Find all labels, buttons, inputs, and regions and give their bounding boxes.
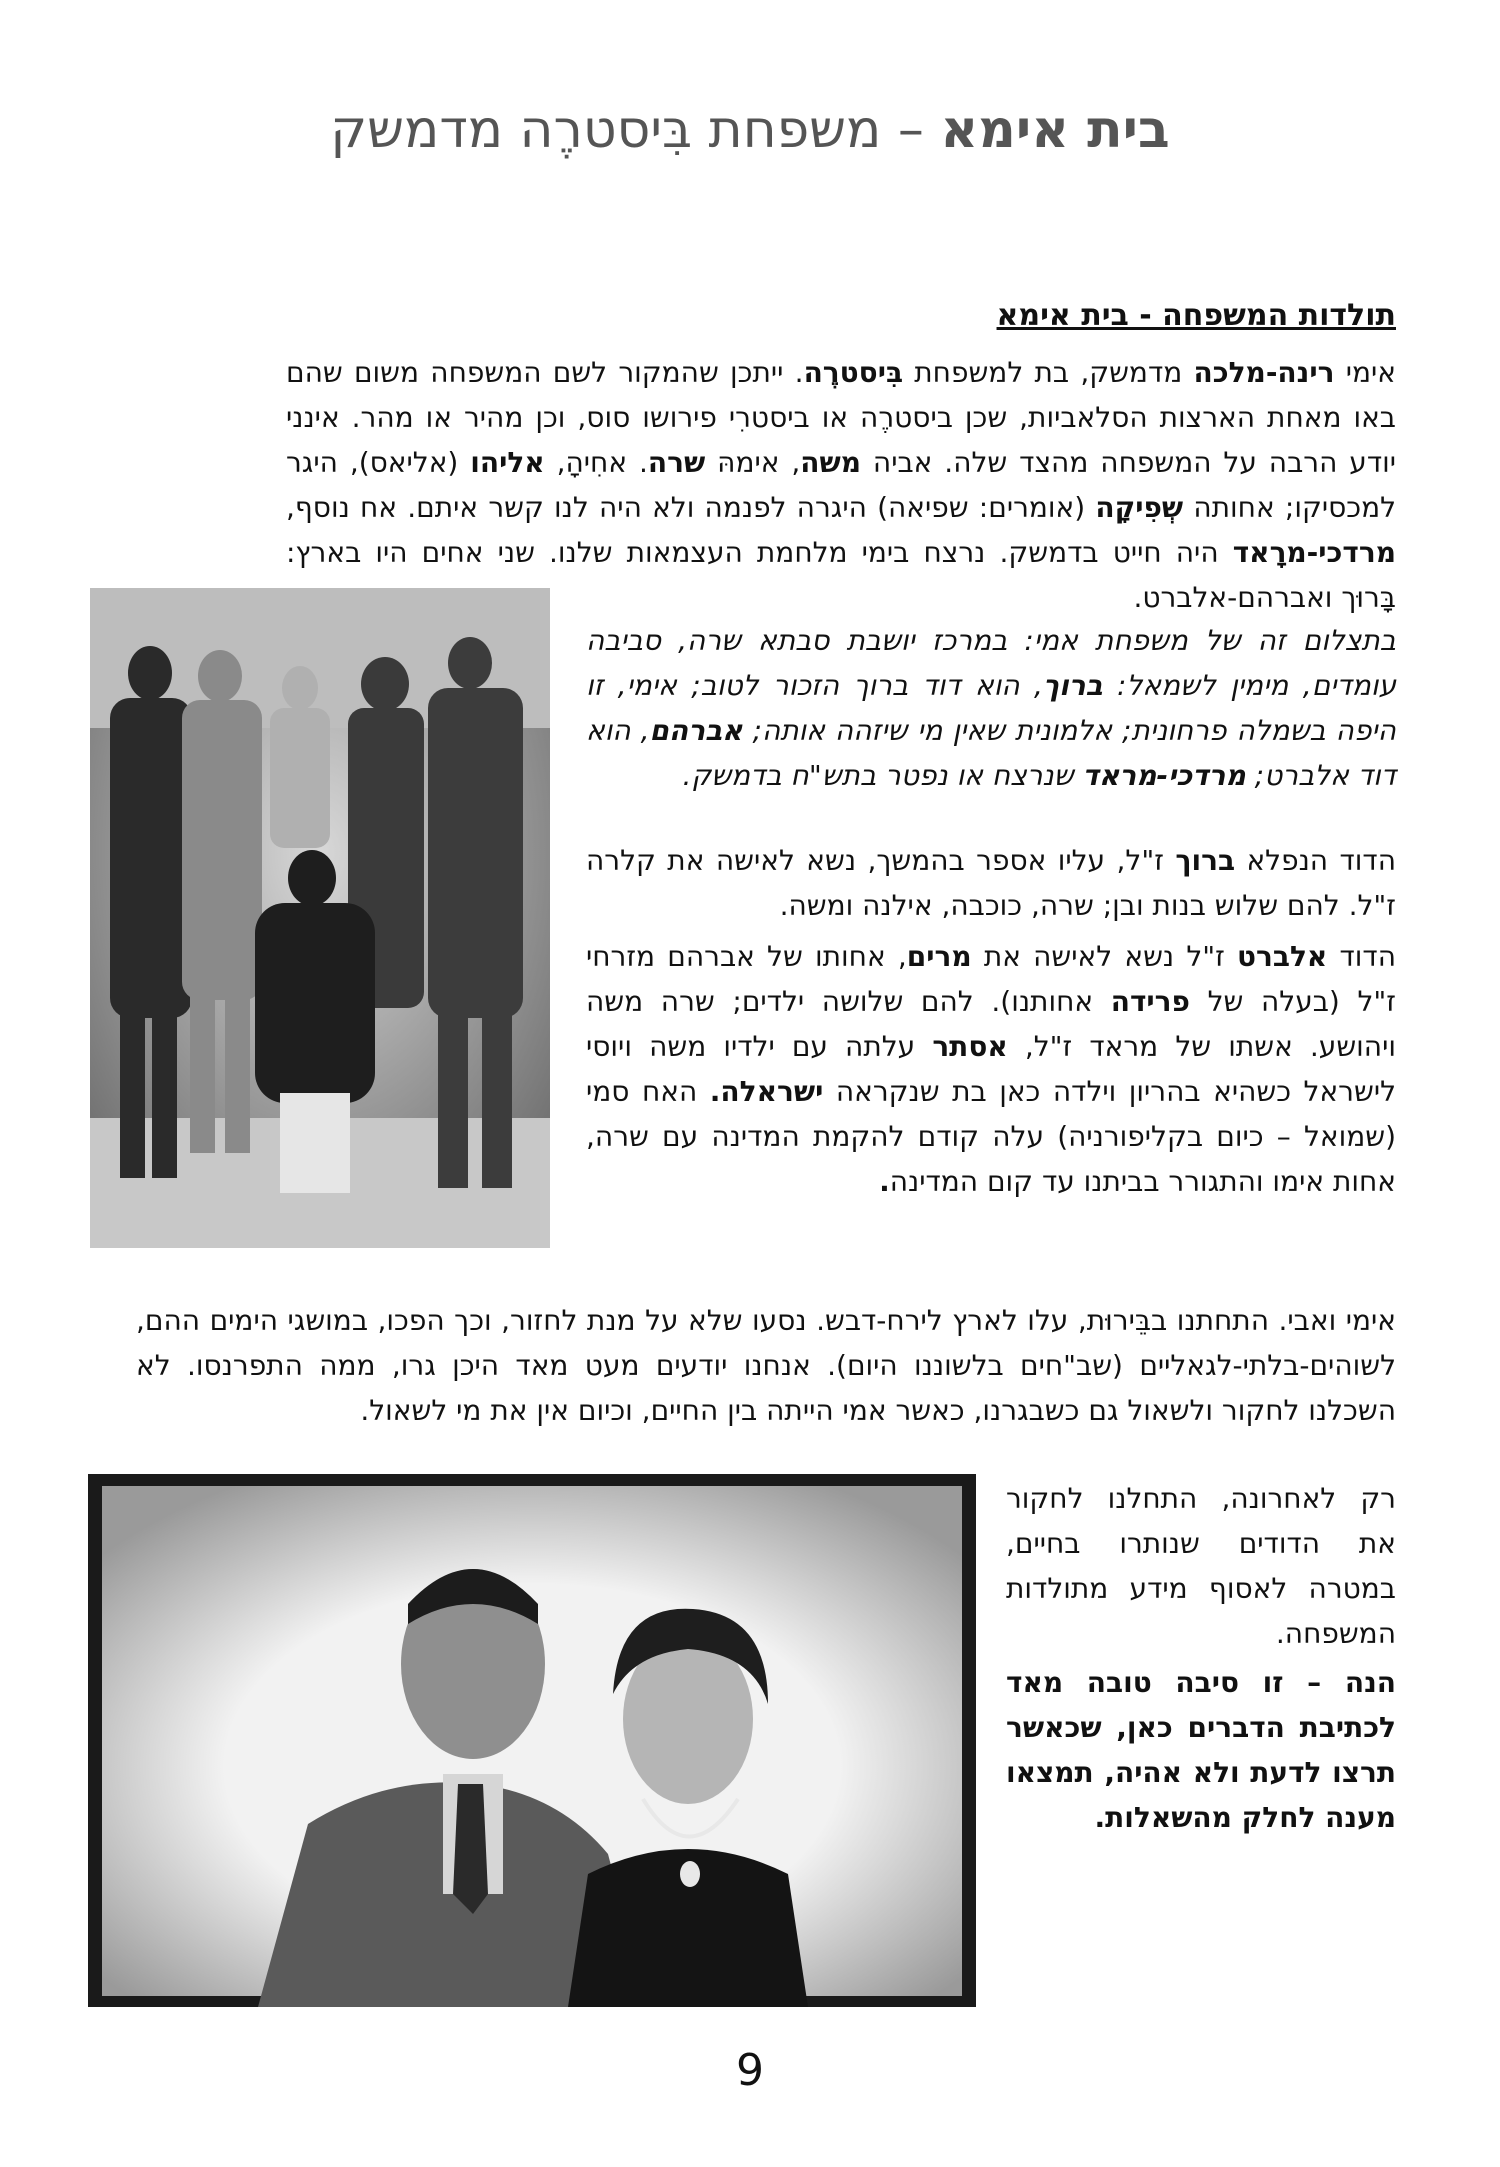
parents-wedding-photo — [88, 1474, 976, 2007]
page-title — [0, 100, 1500, 160]
paragraph-baruch: הדוד הנפלא ברוך ז"ל, עליו אספר בהמשך, נשא לאישה את קלרה ז"ל. להם שלוש בנות ובן; שרה, כוכבה, אילנה ומשה. — [586, 844, 1396, 922]
section-heading: תולדות המשפחה - בית אימא — [996, 298, 1396, 333]
paragraph-recently: רק לאחרונה, התחלנו לחקור את הדודים שנותרו בחיים, במטרה לאסוף מידע מתולדות המשפחה. — [1006, 1482, 1396, 1650]
paragraph-reason: הנה – זו סיבה טובה מאד לכתיבת הדברים כאן, שכאשר תרצו לדעת ולא אהיה, תמצאו מענה לחלק מהשאלות. — [1006, 1666, 1396, 1834]
page-number: 9 — [736, 2045, 764, 2096]
paragraph-intro: אימי רינה-מלכה מדמשק, בת למשפחת בִּיסטרֶה. ייתכן שהמקור לשם המשפחה משום שהם באו מאחת הארצות הסלאביות, שכן ביסטרֶה או ביסטרִי פירושו סוס, וכן מהיר או מהר. אינני יודע הרבה על המשפחה מהצד שלה. אביה משה, אימהּ שרה. אחִיהָ, אליהו (אליאס), היגר למכסיקו; אחותה שְפִיקָה (אומרים: שפיאה) היגרה לפנמה ולא היה לנו קשר איתם. אח נוסף, מרדכי-מרָאד היה חייט בדמשק. נרצח בימי מלחמת העצמאות שלנו. שני אחים היו בארץ: בָּרוּך ואברהם-אלברט. — [286, 356, 1396, 614]
family-group-photo — [90, 588, 550, 1248]
page-title-rest: – משפחת בִּיסטרֶה מדמשק — [330, 100, 941, 160]
paragraph-albert: הדוד אלברט ז"ל נשא לאישה את מרים, אחותו של אברהם מזרחי ז"ל (בעלה של פרידה אחותנו). להם שלושה ילדים; שרה משה ויהושע. אשתו של מראד ז"ל, אסתר עלתה עם ילדיו משה ויוסי לישראל כשהיא בהריון וילדה כאן בת שנקראה ישראלה. האח סמי (שמואל – כיום בקליפורניה) עלה קודם להקמת המדינה עם שרה, אחות אימו והתגורר בביתנו עד קום המדינה. — [586, 940, 1396, 1198]
paragraph-parents: אימי ואבי. התחתנו בבֵּירוּת, עלו לארץ לירח-דבש. נסעו שלא על מנת לחזור, וכך הפכו, במושגי הימים ההם, לשוהים-בלתי-לגאליים (שב"חים בלשוננו היום). אנחנו יודעים מעט מאד היכן גרו, ממה התפרנסו. לא השכלנו לחקור ולשאול גם כשבגרנו, כאשר אמי הייתה בין החיים, וכיום אין את מי לשאול. — [136, 1304, 1396, 1427]
caption-family-photo: בתצלום זה של משפחת אמי: במרכז יושבת סבתא שרה, סביבה עומדים, מימין לשמאל: ברוך, הוא דוד ברוך הזכור לטוב; אימי, זו היפה בשמלה פרחונית; אלמונית שאין מי שיזהה אותה; אברהם, הוא דוד אלברט; מרדכי-מראד שנרצח או נפטר בתש"ח בדמשק. — [586, 624, 1396, 792]
page-title-bold: בית אימא — [940, 100, 1170, 160]
